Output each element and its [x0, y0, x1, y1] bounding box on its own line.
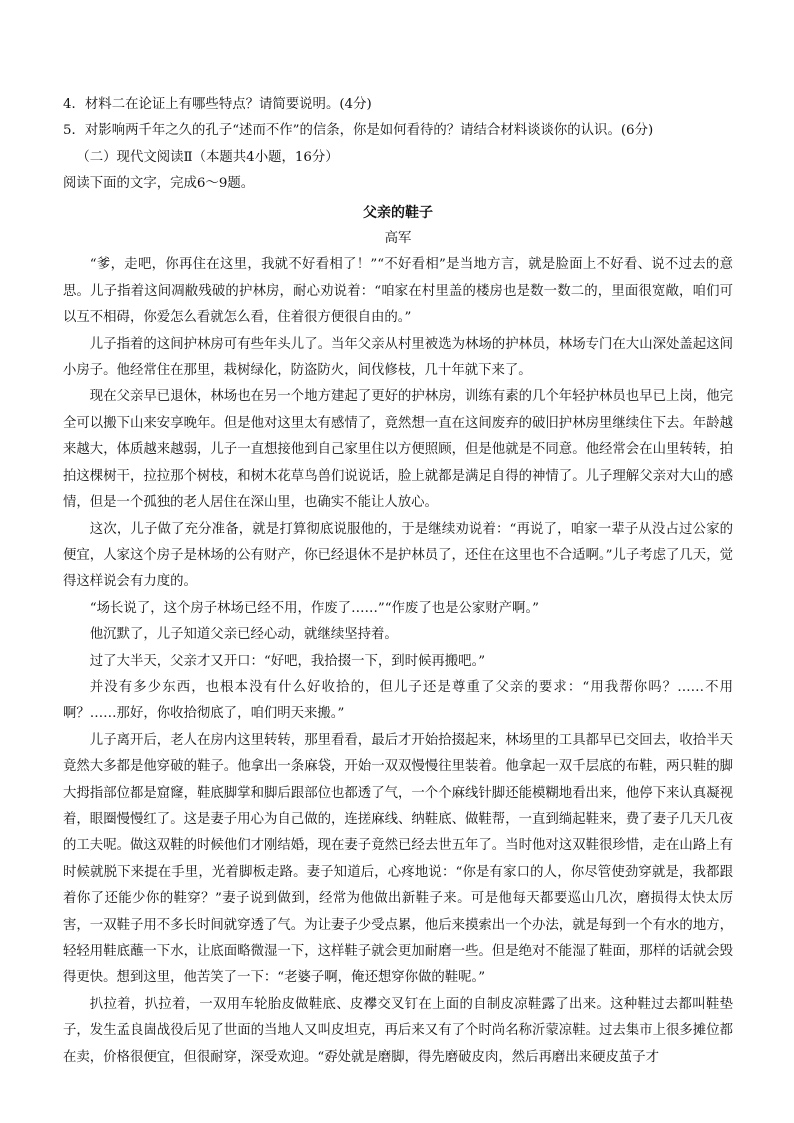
paragraph-2: 儿子指着的这间护林房可有些年头儿了。当年父亲从村里被选为林场的护林员，林场专门在大山深处盖起这间小房子。他经常住在那里，栽树绿化，防盗防火，间伐修枝，几十年就下来了。	[63, 336, 733, 379]
section-instruction: 阅读下面的文字，完成6～9题。	[63, 176, 255, 192]
document-page	[63, 92, 733, 1071]
article-author: 高军	[384, 231, 412, 247]
paragraph-9: 儿子离开后，老人在房内这里转转，那里看看，最后才开始拾掇起来，林场里的工具都早已交回去，收拾半天竟然大多都是他穿破的鞋子。他拿出一条麻袋，开始一双双慢慢往里装着。他拿起一双千层底的布鞋，两只鞋的脚大拇指部位都是窟窿，鞋底脚掌和脚后跟部位也都透了气，一个个麻线针脚还能模糊地看出来，他停下来认真凝视着，眼圈慢慢红了。这是妻子用心为自己做的，连搓麻线、纳鞋底、做鞋帮，一直到绱起鞋来，费了妻子几天几夜的工夫呢。做这双鞋的时候他们才刚结婚，现在妻子竟然已经去世五年了。当时他对这双鞋很珍惜，走在山路上有时候就脱下来提在手里，光着脚板走路。妻子知道后，心疼地说：“你是有家口的人，你尽管使劲穿就是，我都跟着你了还能少你的鞋穿？”妻子说到做到，经常为他做出新鞋子来。可是他每天都要巡山几次，磨损得太快太厉害，一双鞋子用不多长时间就穿透了气。为让妻子少受点累，他后来摸索出一个办法，就是每到一个有水的地方，轻轻用鞋底蘸一下水，让底面略微湿一下，这样鞋子就会更加耐磨一些。但是绝对不能湿了鞋面，那样的话就会毁得更快。想到这里，他苦笑了一下：“老婆子啊，俺还想穿你做的鞋呢。”	[63, 732, 733, 986]
paragraph-5: “场长说了，这个房子林场已经不用，作废了……”“作废了也是公家财产啊。”	[89, 600, 539, 616]
paragraph-8: 并没有多少东西，也根本没有什么好收拾的，但儿子还是尊重了父亲的要求：“用我帮你吗？……不用啊？……那好，你收拾彻底了，咱们明天来搬。”	[63, 679, 733, 722]
section-heading: （二）现代文阅读Ⅱ（本题共4小题，16分）	[76, 149, 339, 165]
paragraph-7: 过了大半天，父亲才又开口：“好吧，我拾掇一下，到时候再搬吧。”	[89, 653, 486, 669]
paragraph-4: 这次，儿子做了充分准备，就是打算彻底说服他的，于是继续劝说着：“再说了，咱家一辈子从没占过公家的便宜，人家这个房子是林场的公有财产，你已经退休不是护林员了，还住在这里也不合适啊。”儿子考虑了几天，觉得这样说会有力度的。	[63, 521, 733, 590]
article-title: 父亲的鞋子	[363, 204, 433, 221]
paragraph-10: 扒拉着，扒拉着，一双用车轮胎皮做鞋底、皮襻交叉钉在上面的自制皮凉鞋露了出来。这种鞋过去都叫鞋垫子，发生孟良崮战役后见了世面的当地人又叫皮坦克，再后来又有了个时尚名称沂蒙凉鞋。过去集市上很多摊位都在卖，价格很便宜，但很耐穿，深受欢迎。“孬处就是磨脚，得先磨破皮肉，然后再磨出来硬皮茧子才	[63, 996, 733, 1065]
paragraph-6: 他沉默了，儿子知道父亲已经心动，就继续坚持着。	[89, 627, 398, 643]
paragraph-3: 现在父亲早已退休，林场也在另一个地方建起了更好的护林房，训练有素的几个年轻护林员也早已上岗，他完全可以搬下山来安享晚年。但是他对这里太有感情了，竟然想一直在这间废弃的破旧护林房里继续住下去。年龄越来越大，体质越来越弱，儿子一直想接他到自己家里住以方便照顾，但是他就是不同意。他经常会在山里转转，拍拍这棵树干，拉拉那个树枝，和树木花草鸟兽们说说话，脸上就都是满足自得的神情了。儿子理解父亲对大山的感情，但是一个孤独的老人居住在深山里，也确实不能让人放心。	[63, 389, 733, 511]
question-4: 4．材料二在论证上有哪些特点？请简要说明。(4分)	[63, 97, 372, 112]
paragraph-1: “爹，走吧，你再住在这里，我就不好看相了！”“不好看相”是当地方言，就是脸面上不好看、说不过去的意思。儿子指着这间凋敝残破的护林房，耐心劝说着：“咱家在村里盖的楼房也是数一数二的，里面很宽敞，咱们可以互不相碍，你爱怎么看就怎么看，住着很方便很自由的。”	[63, 257, 733, 326]
question-5: 5．对影响两千年之久的孔子“述而不作”的信条，你是如何看待的？请结合材料谈谈你的认识。(6分)	[63, 123, 654, 139]
